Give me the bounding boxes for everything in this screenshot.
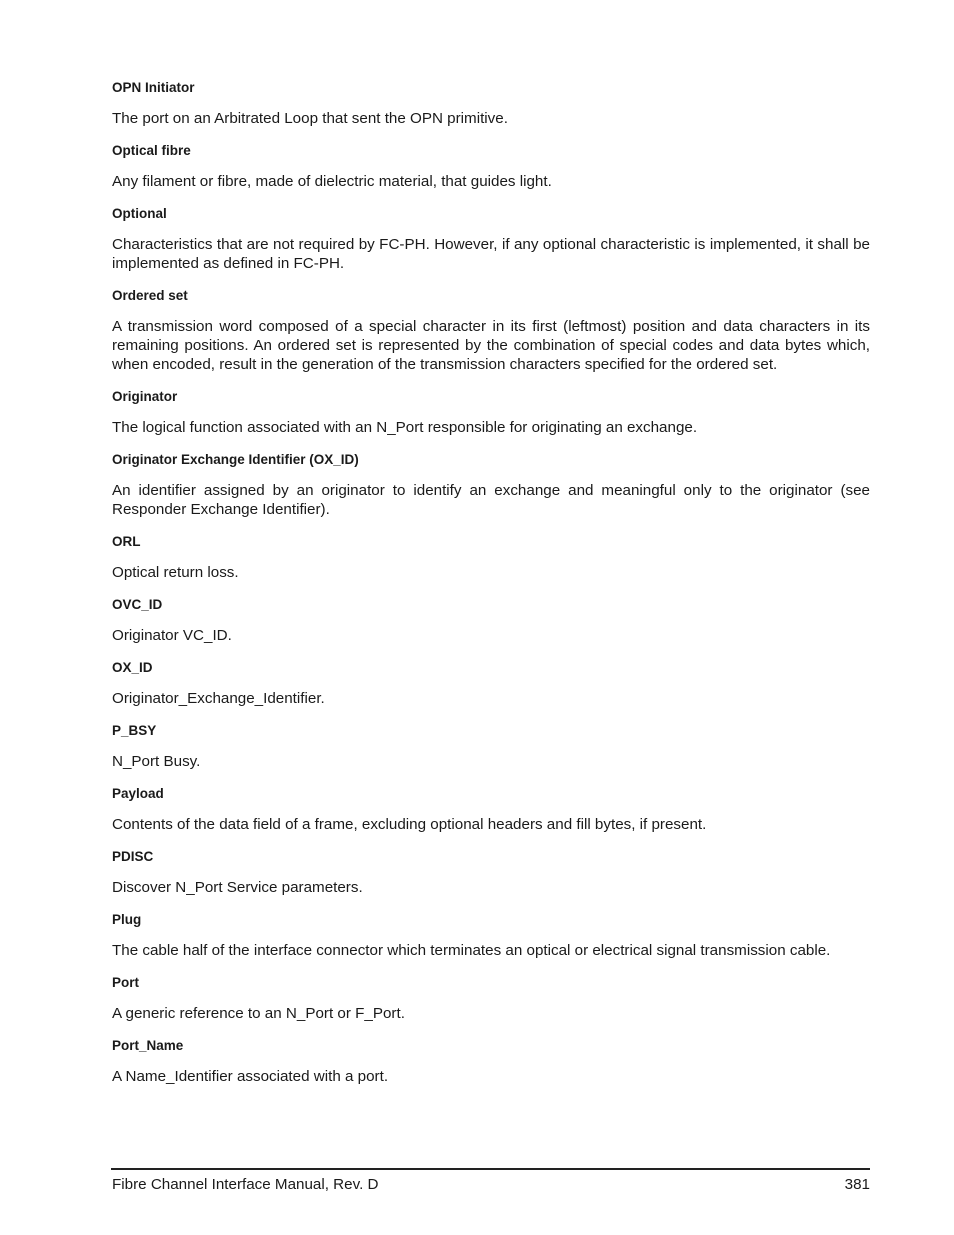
glossary-definition: Any filament or fibre, made of dielectric material, that guides light. bbox=[112, 173, 552, 190]
glossary-definition: A Name_Identifier associated with a port. bbox=[112, 1068, 389, 1085]
glossary-entry bbox=[112, 975, 870, 1023]
glossary-term: Ordered set bbox=[112, 288, 188, 303]
glossary-entry bbox=[112, 723, 870, 771]
glossary-entry bbox=[112, 389, 870, 437]
glossary-definition: A transmission word composed of a special character in its first (leftmost) position and data characters in its remaining positions. An ordered set is represented by the combination of special codes and data bytes which, when encoded, result in the generation of the transmission characters specified for the ordered set. bbox=[112, 318, 870, 373]
glossary-entry bbox=[112, 849, 870, 897]
glossary-definition: Characteristics that are not required by FC-PH. However, if any optional characteristic is implemented, it shall be implemented as defined in FC-PH. bbox=[112, 236, 870, 272]
glossary-entry bbox=[112, 452, 870, 519]
page-footer bbox=[112, 1175, 870, 1194]
glossary-term: P_BSY bbox=[112, 723, 157, 738]
glossary-entry bbox=[112, 143, 870, 191]
glossary-term: Originator bbox=[112, 389, 178, 404]
glossary-definition: N_Port Busy. bbox=[112, 753, 201, 770]
glossary-term: Optional bbox=[112, 206, 167, 221]
glossary-term: Port_Name bbox=[112, 1038, 184, 1053]
glossary-term: Optical fibre bbox=[112, 143, 191, 158]
glossary-term: Plug bbox=[112, 912, 142, 927]
glossary-term: Port bbox=[112, 975, 139, 990]
glossary-term: Originator Exchange Identifier (OX_ID) bbox=[112, 452, 359, 467]
glossary-term: ORL bbox=[112, 534, 141, 549]
glossary-content bbox=[112, 80, 870, 1101]
glossary-entry bbox=[112, 786, 870, 834]
glossary-definition: The logical function associated with an N_Port responsible for originating an exchange. bbox=[112, 419, 698, 436]
glossary-definition: A generic reference to an N_Port or F_Port. bbox=[112, 1005, 405, 1022]
page-number: 381 bbox=[844, 1176, 870, 1193]
glossary-term: Payload bbox=[112, 786, 164, 801]
glossary-entry bbox=[112, 597, 870, 645]
glossary-definition: Originator VC_ID. bbox=[112, 627, 232, 644]
glossary-entry bbox=[112, 80, 870, 128]
glossary-term: OPN Initiator bbox=[112, 80, 195, 95]
glossary-entry bbox=[112, 206, 870, 273]
glossary-entry bbox=[112, 534, 870, 582]
glossary-entry bbox=[112, 660, 870, 708]
glossary-definition: Optical return loss. bbox=[112, 564, 239, 581]
glossary-definition: The port on an Arbitrated Loop that sent the OPN primitive. bbox=[112, 110, 508, 127]
glossary-entry bbox=[112, 912, 870, 960]
footer-divider bbox=[111, 1168, 870, 1170]
footer-title: Fibre Channel Interface Manual, Rev. D bbox=[112, 1176, 379, 1193]
glossary-definition: The cable half of the interface connector which terminates an optical or electrical signal transmission cable. bbox=[112, 942, 831, 959]
glossary-definition: Contents of the data field of a frame, excluding optional headers and fill bytes, if present. bbox=[112, 816, 707, 833]
glossary-term: OVC_ID bbox=[112, 597, 163, 612]
glossary-entry bbox=[112, 1038, 870, 1086]
glossary-entry bbox=[112, 288, 870, 374]
glossary-term: PDISC bbox=[112, 849, 154, 864]
glossary-definition: An identifier assigned by an originator to identify an exchange and meaningful only to the originator (see Responder Exchange Identifier). bbox=[112, 482, 870, 518]
glossary-definition: Discover N_Port Service parameters. bbox=[112, 879, 363, 896]
glossary-definition: Originator_Exchange_Identifier. bbox=[112, 690, 325, 707]
glossary-term: OX_ID bbox=[112, 660, 153, 675]
